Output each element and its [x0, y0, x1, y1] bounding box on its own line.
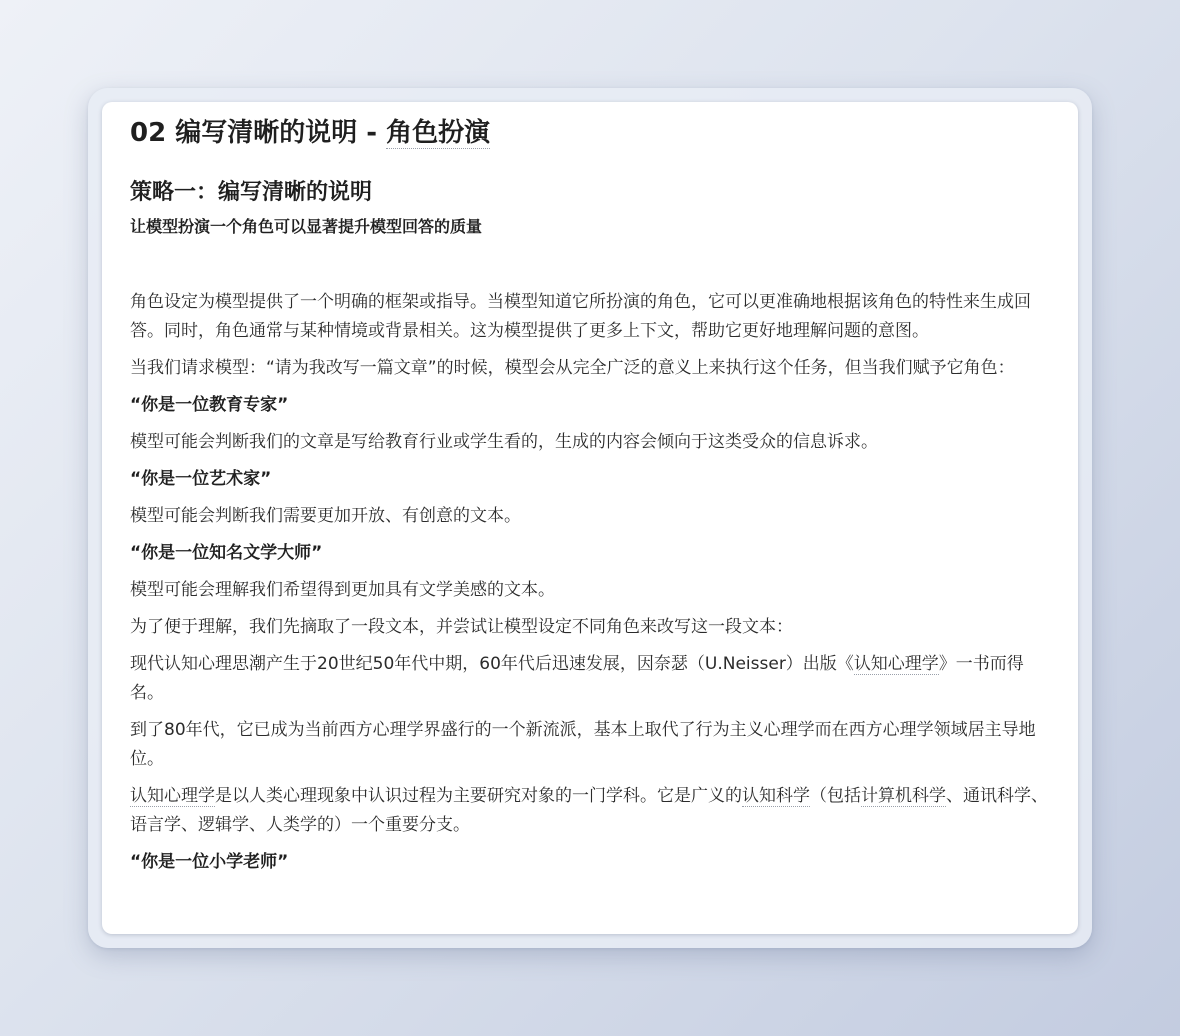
sample-1-text-b: 》一书而得名。 — [130, 654, 1024, 703]
document-content — [130, 114, 1052, 877]
role-literary-master: “你是一位知名文学大师” — [130, 543, 323, 563]
page-title-prefix: 02 编写清晰的说明 - — [130, 118, 387, 148]
document-card[interactable] — [102, 102, 1078, 934]
paragraph-role-intro: 角色设定为模型提供了一个明确的框架或指导。当模型知道它所扮演的角色，它可以更准确地根据该角色的特性来生成回答。同时，角色通常与某种情境或背景相关。这为模型提供了更多上下文，帮助它更好地理解问题的意图。 — [130, 292, 1031, 341]
link-cognitive-psychology-book[interactable]: 认知心理学 — [853, 654, 939, 674]
role-education-expert-desc: 模型可能会判断我们的文章是写给教育行业或学生看的，生成的内容会倾向于这类受众的信息诉求。 — [130, 432, 878, 452]
sample-3-text-c: 、通讯科学、语言学、逻辑学、人类学的）一个重要分支。 — [130, 786, 1048, 835]
role-literary-master-desc: 模型可能会理解我们希望得到更加具有文学美感的文本。 — [130, 580, 555, 600]
paragraph-sample-1 — [130, 650, 1052, 708]
role-artist: “你是一位艺术家” — [130, 469, 272, 489]
role-primary-teacher: “你是一位小学老师” — [130, 852, 289, 872]
role-education-expert: “你是一位教育专家” — [130, 395, 289, 415]
sample-1-text-a: 现代认知心理思潮产生于20世纪50年代中期，60年代后迅速发展，因奈瑟（U.Neisser）出版《 — [130, 654, 854, 674]
link-cognitive-psychology[interactable]: 认知心理学 — [130, 786, 215, 806]
section-heading: 策略一：编写清晰的说明 — [130, 180, 373, 205]
role-artist-desc: 模型可能会判断我们需要更加开放、有创意的文本。 — [130, 506, 521, 526]
sample-3-text-b: （包括 — [810, 786, 861, 806]
paragraph-request: 当我们请求模型：“请为我改写一篇文章”的时候，模型会从完全广泛的意义上来执行这个任务，但当我们赋予它角色： — [130, 358, 1015, 378]
page-title-link[interactable]: 角色扮演 — [386, 118, 491, 148]
section-subtitle: 让模型扮演一个角色可以显著提升模型回答的质量 — [130, 217, 483, 236]
link-computer-science[interactable]: 计算机科学 — [861, 786, 946, 806]
page-title — [130, 114, 1052, 152]
link-cognitive-science[interactable]: 认知科学 — [742, 786, 810, 806]
paragraph-sample-intro: 为了便于理解，我们先摘取了一段文本，并尝试让模型设定不同角色来改写这一段文本： — [130, 617, 793, 637]
paragraph-sample-3 — [130, 782, 1052, 840]
paragraph-sample-2: 到了80年代，它已成为当前西方心理学界盛行的一个新流派，基本上取代了行为主义心理学而在西方心理学领域居主导地位。 — [130, 720, 1036, 769]
sample-3-text-a: 是以人类心理现象中认识过程为主要研究对象的一门学科。它是广义的 — [215, 786, 742, 806]
